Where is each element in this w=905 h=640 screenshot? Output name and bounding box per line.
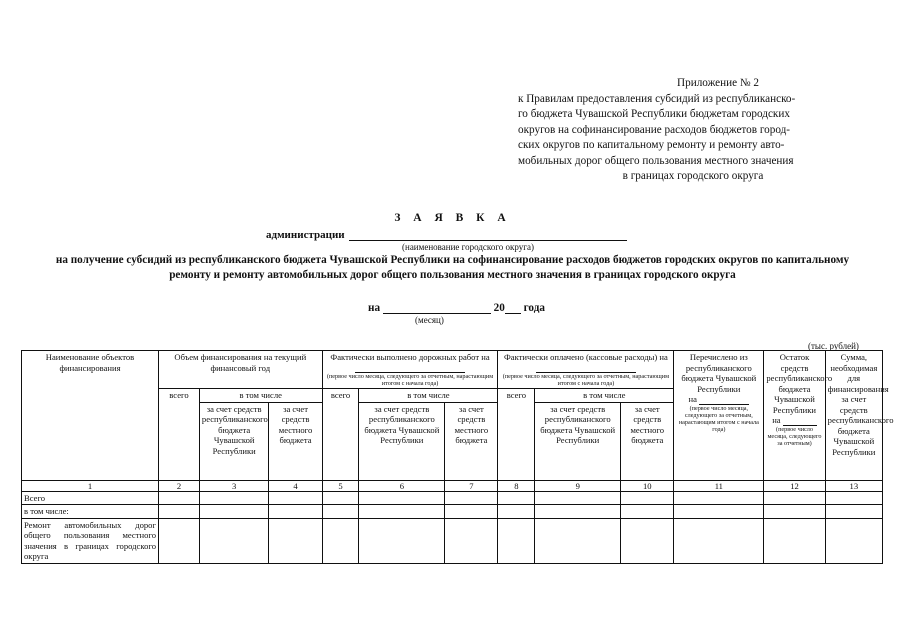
period-row: [368, 302, 545, 314]
table-row: [22, 491, 883, 505]
data-cell[interactable]: [322, 518, 359, 563]
appendix-line: мобильных дорог общего пользования местного значения: [518, 154, 794, 167]
subheader-including: в том числе: [359, 389, 498, 403]
subheader-republic: за счет средств республиканского бюджета Чувашской Республики: [535, 402, 621, 480]
units-label: (тыс. рублей): [808, 341, 859, 351]
header-name: Наименование объектов финансирования: [22, 351, 159, 481]
table-row: [22, 505, 883, 519]
year-field[interactable]: [505, 303, 521, 314]
header-transferred-na: на: [688, 394, 697, 404]
period-hint: (месяц): [415, 315, 444, 325]
subheader-including: в том числе: [535, 389, 674, 403]
data-cell[interactable]: [535, 518, 621, 563]
data-cell[interactable]: [498, 518, 535, 563]
data-cell[interactable]: [159, 505, 200, 519]
row-label: Всего: [22, 491, 159, 505]
header-remainder-hint: (первое число месяца, следующего за отчетным): [767, 425, 822, 447]
admin-label: администрации: [266, 229, 345, 241]
header-remainder: [764, 351, 833, 481]
column-number: 7: [445, 480, 498, 491]
data-cell[interactable]: [674, 518, 764, 563]
data-cell[interactable]: [621, 518, 674, 563]
data-cell[interactable]: [269, 491, 322, 505]
data-cell[interactable]: [445, 518, 498, 563]
column-number: 13: [825, 480, 882, 491]
data-cell[interactable]: [674, 505, 764, 519]
data-cell[interactable]: [445, 491, 498, 505]
data-cell[interactable]: [498, 505, 535, 519]
done-date-field[interactable]: [355, 364, 465, 373]
subheader-local: за счет средств местного бюджета: [621, 402, 674, 480]
data-cell[interactable]: [764, 505, 825, 519]
transferred-date-field[interactable]: [699, 396, 749, 405]
header-volume: Объем финансирования на текущий финансовый год: [159, 351, 323, 389]
header-paid-hint: (первое число месяца, следующего за отчетным, нарастающим итогом с начала года): [502, 373, 669, 387]
subheader-republic: за счет средств республиканского бюджета Чувашской Республики: [199, 402, 269, 480]
subheader-total: всего: [498, 389, 535, 481]
data-cell[interactable]: [159, 491, 200, 505]
appendix-header: [518, 76, 848, 185]
header-needed: Сумма, необходимая для финансирования за счет средств республиканского бюджета Чувашской Республики: [825, 351, 882, 481]
subheader-total: всего: [322, 389, 359, 481]
appendix-line: к Правилам предоставления субсидий из республиканско-: [518, 92, 796, 105]
column-number: 6: [359, 480, 445, 491]
column-number: 12: [764, 480, 825, 491]
column-number: 5: [322, 480, 359, 491]
header-transferred: [674, 351, 764, 481]
appendix-heading: Приложение № 2: [677, 77, 759, 89]
table-header-row: [22, 351, 883, 389]
header-remainder-na: на: [772, 415, 781, 425]
data-cell[interactable]: [535, 491, 621, 505]
column-number: 10: [621, 480, 674, 491]
admin-name-field[interactable]: [349, 230, 627, 241]
column-number: 9: [535, 480, 621, 491]
data-cell[interactable]: [445, 505, 498, 519]
appendix-line: ских округов по капитальному ремонту и ремонту авто-: [518, 139, 785, 151]
subheader-republic: за счет средств республиканского бюджета Чувашской Республики: [359, 402, 445, 480]
data-cell[interactable]: [322, 491, 359, 505]
document-title: З А Я В К А: [394, 212, 511, 224]
period-prefix: на: [368, 302, 381, 314]
appendix-line: в границах городского округа: [622, 170, 764, 182]
column-number: 11: [674, 480, 764, 491]
data-cell[interactable]: [764, 518, 825, 563]
row-label: в том числе:: [22, 505, 159, 519]
subheader-local: за счет средств местного бюджета: [445, 402, 498, 480]
header-transferred-label: Перечислено из республиканского бюджета Чувашской Республики: [681, 352, 757, 394]
subheader-local: за счет средств местного бюджета: [269, 402, 322, 480]
header-done-hint: (первое число месяца, следующего за отчетным, нарастающим итогом с начала года): [326, 373, 494, 387]
column-number: 1: [22, 480, 159, 491]
data-cell[interactable]: [621, 505, 674, 519]
period-year: 20: [493, 302, 505, 314]
data-cell[interactable]: [825, 491, 882, 505]
period-suffix: года: [523, 302, 545, 314]
appendix-line: го бюджета Чувашской Республики бюджетам городских: [518, 108, 790, 120]
data-cell[interactable]: [322, 505, 359, 519]
data-cell[interactable]: [825, 505, 882, 519]
row-label: Ремонт автомобильных дорог общего пользования местного значения в границах городского округа: [22, 518, 159, 563]
data-cell[interactable]: [199, 491, 269, 505]
column-number: 8: [498, 480, 535, 491]
header-done-label: Фактически выполнено дорожных работ на: [330, 352, 490, 362]
header-remainder-label: Остаток средств республиканского бюджета Чувашской Республики: [766, 352, 833, 415]
subheader-total: всего: [159, 389, 200, 481]
paid-date-field[interactable]: [536, 364, 636, 373]
data-cell[interactable]: [159, 518, 200, 563]
table-row: [22, 518, 883, 563]
data-cell[interactable]: [621, 491, 674, 505]
header-paid-label: Фактически оплачено (кассовые расходы) на: [504, 352, 668, 362]
admin-row: [266, 229, 627, 241]
data-cell[interactable]: [359, 505, 445, 519]
data-cell[interactable]: [674, 491, 764, 505]
request-purpose: на получение субсидий из республиканского бюджета Чувашской Республики на софинансирование расходов бюджетов городских округов по капитальному ремонту и ремонту автомобильных дорог общего пользования местного значения в границах городского округа: [55, 254, 850, 281]
subheader-including: в том числе: [199, 389, 322, 403]
data-cell[interactable]: [359, 518, 445, 563]
column-numbers-row: [22, 480, 883, 491]
data-cell[interactable]: [498, 491, 535, 505]
data-cell[interactable]: [825, 518, 882, 563]
header-transferred-hint: (первое число месяца, следующего за отчетным, нарастающим итогом с начала года): [678, 404, 759, 433]
data-cell[interactable]: [535, 505, 621, 519]
column-number: 4: [269, 480, 322, 491]
data-cell[interactable]: [199, 518, 269, 563]
data-cell[interactable]: [764, 491, 825, 505]
column-number: 3: [199, 480, 269, 491]
header-done: [322, 351, 498, 389]
data-cell[interactable]: [269, 505, 322, 519]
remainder-date-field[interactable]: [783, 417, 817, 426]
financing-table: [21, 350, 894, 564]
data-cell[interactable]: [199, 505, 269, 519]
admin-hint: (наименование городского округа): [402, 242, 534, 252]
month-field[interactable]: [383, 303, 491, 314]
column-number: 2: [159, 480, 200, 491]
header-paid: [498, 351, 674, 389]
data-cell[interactable]: [359, 491, 445, 505]
data-cell[interactable]: [269, 518, 322, 563]
appendix-line: округов на софинансирование расходов бюджетов город-: [518, 123, 791, 136]
